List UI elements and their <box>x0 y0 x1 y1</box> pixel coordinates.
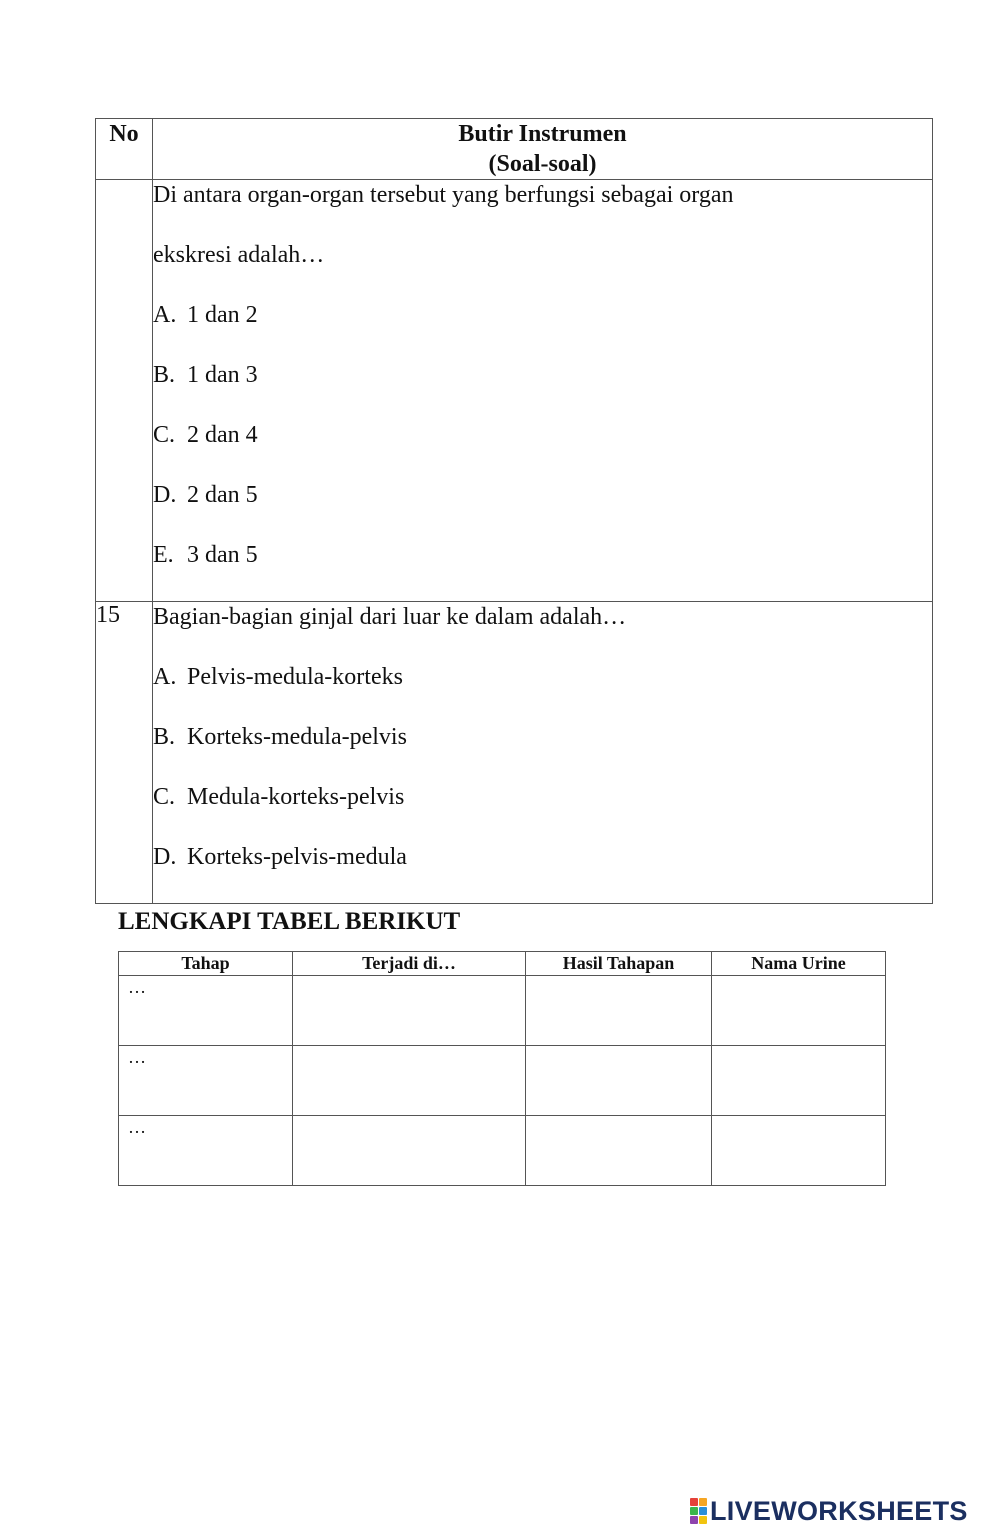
option-letter: A. <box>153 664 177 690</box>
hasil-tahapan-input[interactable] <box>526 1046 712 1116</box>
tahap-input[interactable]: … <box>119 1046 293 1116</box>
option-letter: C. <box>153 784 176 810</box>
question-stem-line: Bagian-bagian ginjal dari luar ke dalam adalah… <box>153 604 627 630</box>
option-letter: D. <box>153 844 177 870</box>
fill-table-row <box>119 1046 886 1116</box>
answer-option-c[interactable] <box>153 420 932 480</box>
answer-option-d[interactable] <box>153 842 932 902</box>
header-title <box>153 119 933 180</box>
answer-option-a[interactable] <box>153 662 932 722</box>
terjadi-di-input[interactable] <box>293 1046 526 1116</box>
header-hasil-tahapan: Hasil Tahapan <box>526 952 712 976</box>
hasil-tahapan-input[interactable] <box>526 976 712 1046</box>
logo-tile <box>690 1507 698 1515</box>
question-number: 15 <box>96 602 153 904</box>
header-no: No <box>96 119 153 180</box>
question-number <box>96 180 153 602</box>
option-text: 3 dan 5 <box>187 542 258 568</box>
nama-urine-input[interactable] <box>712 976 886 1046</box>
answer-option-b[interactable] <box>153 360 932 420</box>
tahap-input[interactable]: … <box>119 1116 293 1186</box>
logo-tile <box>699 1507 707 1515</box>
logo-tile <box>690 1498 698 1506</box>
question-row <box>96 602 933 904</box>
header-title-line1: Butir Instrumen <box>458 121 627 147</box>
question-row <box>96 180 933 602</box>
nama-urine-input[interactable] <box>712 1116 886 1186</box>
brand-name: LIVEWORKSHEETS <box>710 1496 968 1526</box>
option-letter: A. <box>153 302 177 328</box>
logo-tile <box>699 1516 707 1524</box>
question-table <box>95 118 933 904</box>
question-body <box>153 180 933 602</box>
option-text: Medula-korteks-pelvis <box>187 784 405 810</box>
option-text: 1 dan 3 <box>187 362 258 388</box>
question-body <box>153 602 933 904</box>
answer-option-d[interactable] <box>153 480 932 540</box>
header-tahap: Tahap <box>119 952 293 976</box>
liveworksheets-logo-icon <box>690 1498 707 1524</box>
option-letter: B. <box>153 362 176 388</box>
answer-option-c[interactable] <box>153 782 932 842</box>
option-letter: B. <box>153 724 176 750</box>
section-title: LENGKAPI TABEL BERIKUT <box>118 908 461 935</box>
terjadi-di-input[interactable] <box>293 1116 526 1186</box>
fill-table <box>118 951 886 1186</box>
option-text: 2 dan 4 <box>187 422 258 448</box>
tahap-input[interactable]: … <box>119 976 293 1046</box>
option-letter: C. <box>153 422 176 448</box>
option-text: Korteks-pelvis-medula <box>187 844 407 870</box>
fill-table-row <box>119 976 886 1046</box>
question-stem-line: ekskresi adalah… <box>153 242 325 268</box>
answer-option-e[interactable] <box>153 540 932 600</box>
option-text: Korteks-medula-pelvis <box>187 724 407 750</box>
answer-option-b[interactable] <box>153 722 932 782</box>
logo-tile <box>690 1516 698 1524</box>
fill-table-header <box>119 952 886 976</box>
hasil-tahapan-input[interactable] <box>526 1116 712 1186</box>
question-stem-line: Di antara organ-organ tersebut yang berfungsi sebagai organ <box>153 182 734 208</box>
option-text: Pelvis-medula-korteks <box>187 664 403 690</box>
fill-table-row <box>119 1116 886 1186</box>
liveworksheets-brand <box>690 1494 968 1528</box>
option-letter: D. <box>153 482 177 508</box>
option-text: 2 dan 5 <box>187 482 258 508</box>
nama-urine-input[interactable] <box>712 1046 886 1116</box>
header-nama-urine: Nama Urine <box>712 952 886 976</box>
terjadi-di-input[interactable] <box>293 976 526 1046</box>
answer-option-a[interactable] <box>153 300 932 360</box>
logo-tile <box>699 1498 707 1506</box>
option-text: 1 dan 2 <box>187 302 258 328</box>
header-title-line2: (Soal-soal) <box>488 151 597 177</box>
option-letter: E. <box>153 542 174 568</box>
header-terjadi-di: Terjadi di… <box>293 952 526 976</box>
question-table-header <box>96 119 933 180</box>
